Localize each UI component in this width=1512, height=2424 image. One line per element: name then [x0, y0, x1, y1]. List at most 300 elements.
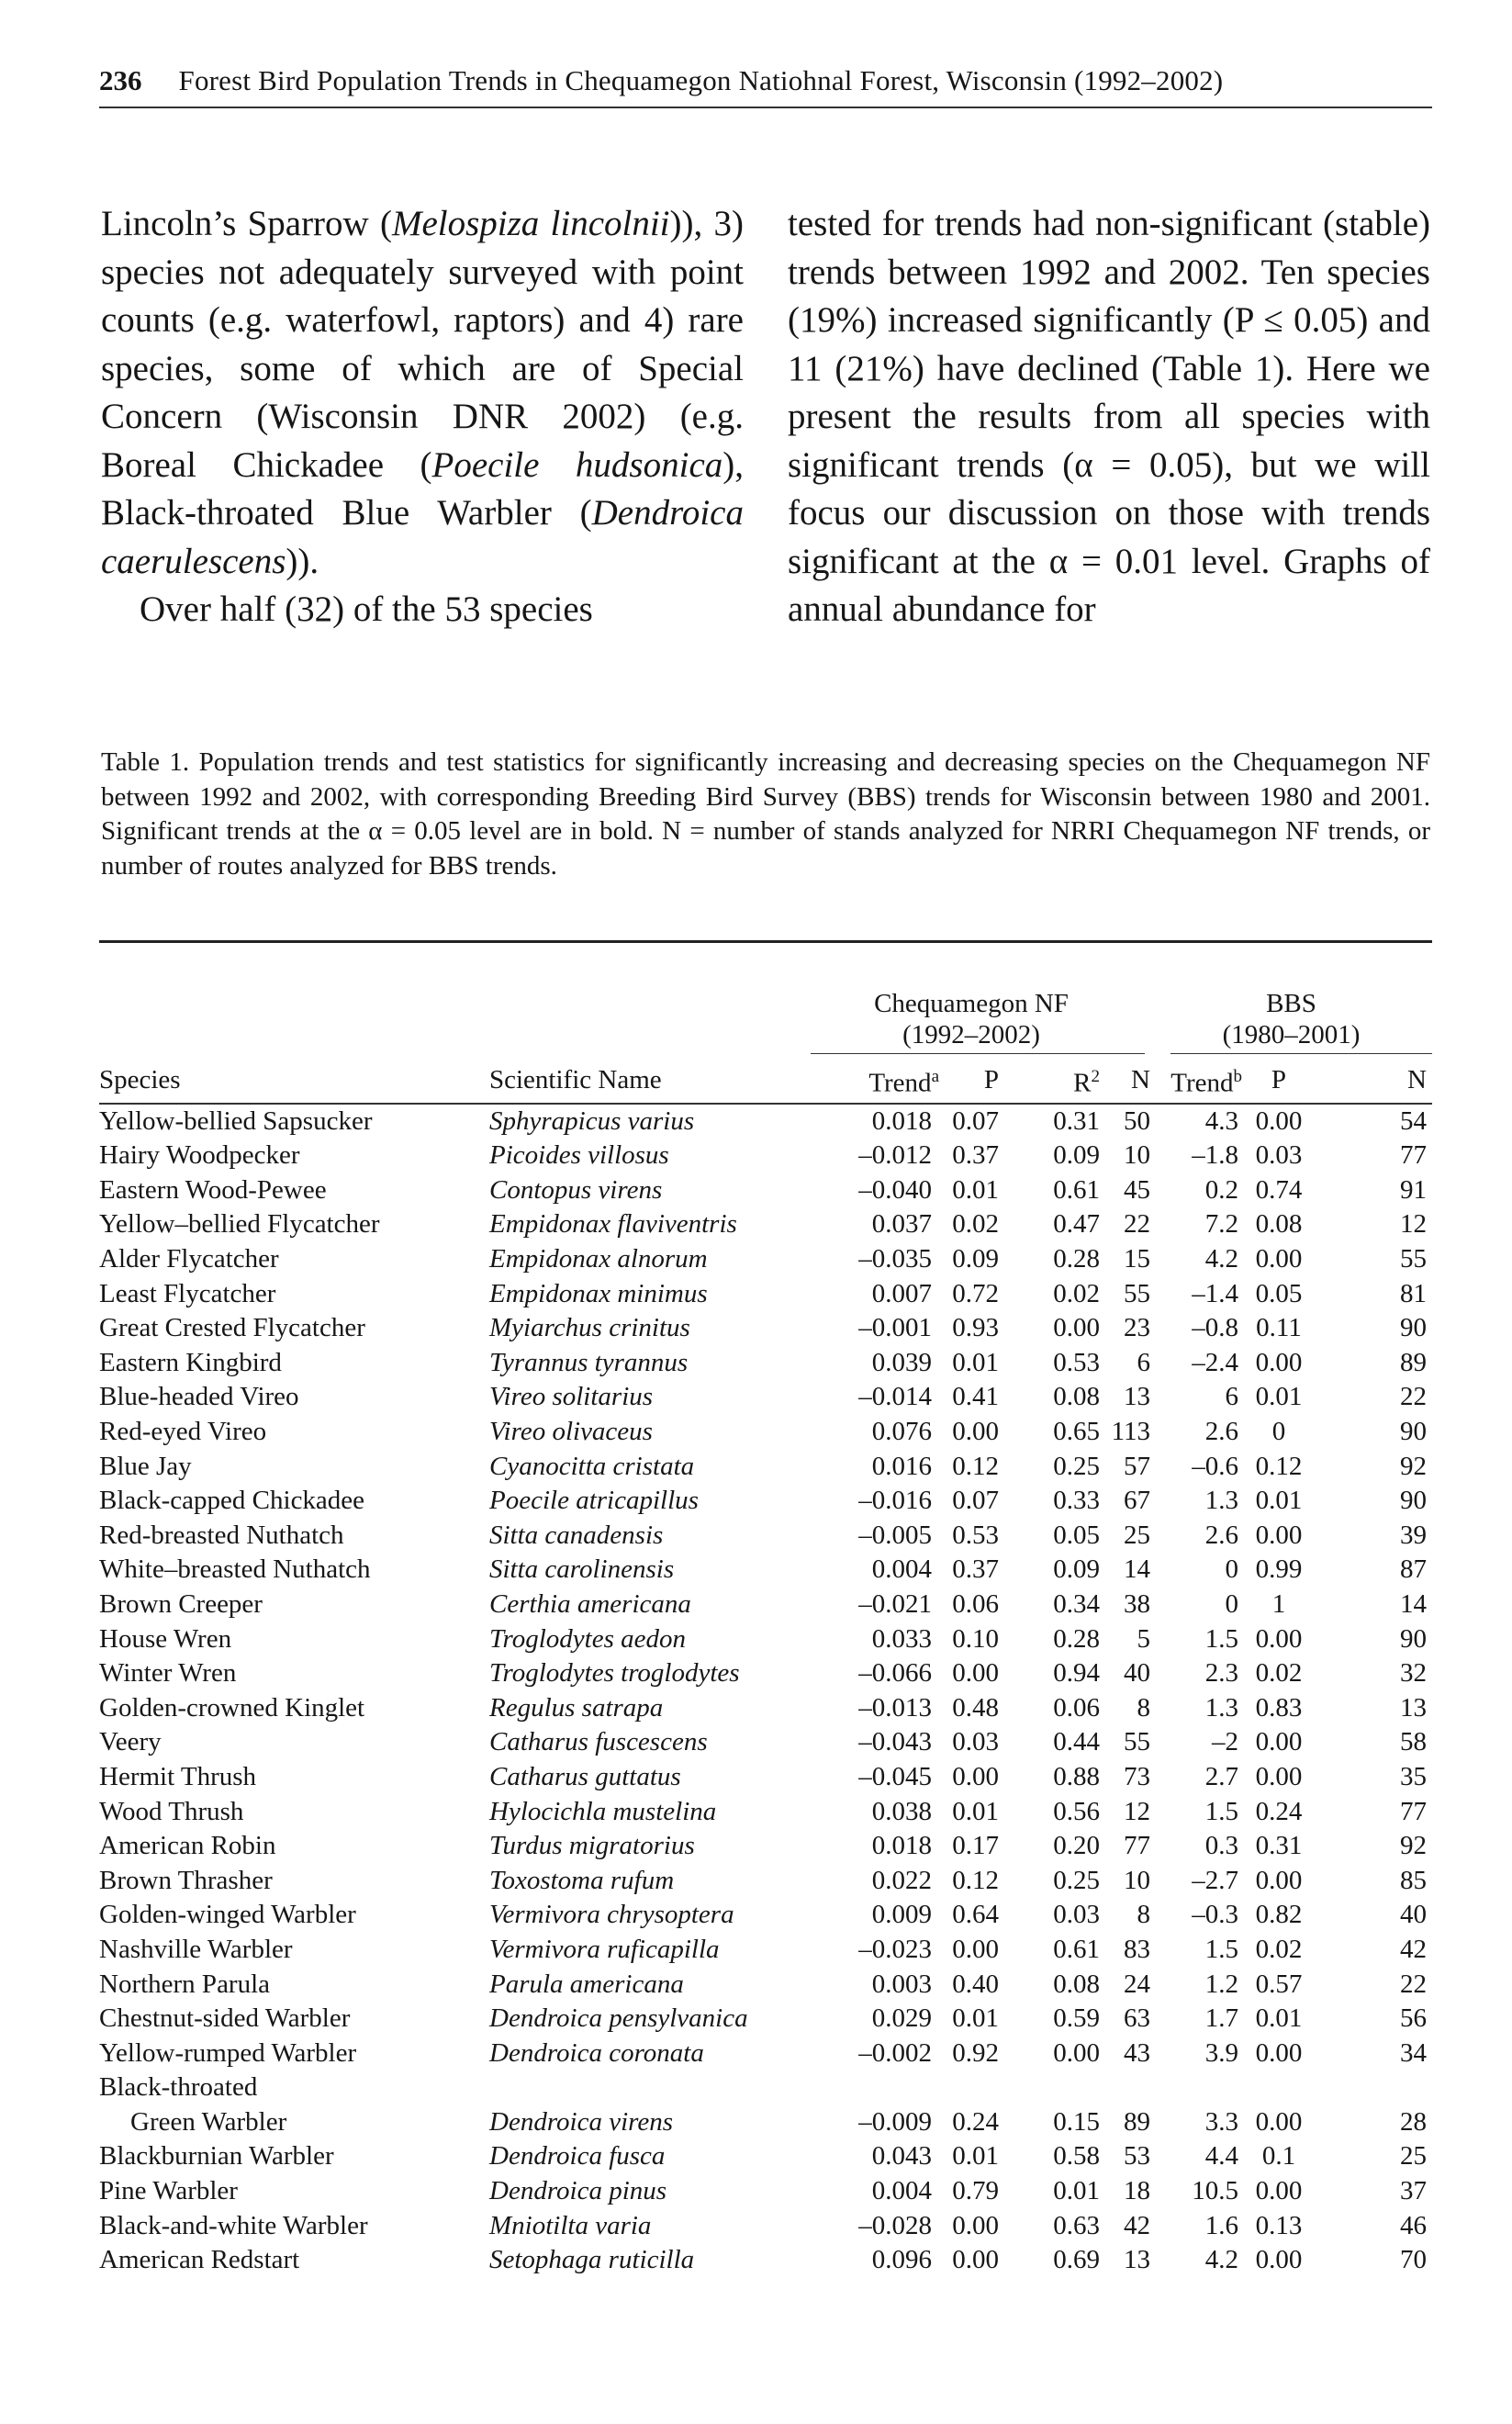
- table-row: [99, 1553, 1432, 1588]
- table-row: [99, 1139, 1432, 1173]
- bbs-n: 56: [1400, 2003, 1427, 2034]
- bbs-p: 0.00: [1255, 1347, 1303, 1377]
- chequamegon-trend: 0.022: [871, 1865, 932, 1895]
- bbs-n: 40: [1400, 1900, 1427, 1930]
- table-row: [99, 1415, 1432, 1450]
- chequamegon-r2: 0.94: [1053, 1658, 1100, 1689]
- species-name: Alder Flycatcher: [99, 1244, 279, 1274]
- chequamegon-trend: 0.004: [871, 2176, 932, 2206]
- bbs-p: 0.00: [1255, 2106, 1303, 2137]
- species-name: Hairy Woodpecker: [99, 1140, 300, 1171]
- species-name: Blue-headed Vireo: [99, 1382, 299, 1412]
- body-text: )).: [286, 541, 319, 581]
- chequamegon-r2: 0.25: [1053, 1451, 1100, 1481]
- chequamegon-r2: 0.20: [1053, 1831, 1100, 1861]
- group-header-chequamegon: Chequamegon NF (1992–2002): [874, 989, 1069, 1049]
- bbs-trend: 4.2: [1204, 2245, 1238, 2275]
- chequamegon-r2: 0.15: [1053, 2106, 1100, 2137]
- chequamegon-p: 0.01: [952, 2003, 999, 2034]
- species-name: Least Flycatcher: [99, 1278, 276, 1308]
- table-row: [99, 1173, 1432, 1208]
- table-row: [99, 1691, 1432, 1726]
- scientific-name: Poecile atricapillus: [489, 1486, 699, 1516]
- col-header-trend: Trend$^a$: [792, 1056, 939, 1104]
- table-row: [99, 1207, 1432, 1242]
- bbs-n: 91: [1400, 1174, 1427, 1205]
- chequamegon-r2: 0.63: [1053, 2210, 1100, 2240]
- chequamegon-n: 15: [1124, 1244, 1150, 1274]
- bbs-trend: 4.4: [1204, 2141, 1238, 2172]
- table-row: [99, 1484, 1432, 1519]
- bbs-trend: –2.7: [1192, 1865, 1238, 1895]
- bbs-n: 90: [1400, 1623, 1427, 1654]
- chequamegon-r2: 0.33: [1053, 1486, 1100, 1516]
- chequamegon-n: 6: [1137, 1347, 1150, 1377]
- chequamegon-trend: –0.040: [858, 1174, 932, 1205]
- chequamegon-r2: 0.06: [1053, 1692, 1100, 1723]
- scientific-name: Picoides villosus: [489, 1140, 669, 1171]
- bbs-p: 0.08: [1255, 1209, 1303, 1240]
- chequamegon-trend: –0.001: [858, 1313, 932, 1343]
- body-column-right: [788, 200, 1430, 634]
- table-row: [99, 2174, 1432, 2209]
- chequamegon-r2: 0.25: [1053, 1865, 1100, 1895]
- chequamegon-trend: –0.043: [858, 1727, 932, 1757]
- chequamegon-n: 43: [1124, 2037, 1150, 2068]
- chequamegon-n: 77: [1124, 1831, 1150, 1861]
- chequamegon-n: 10: [1124, 1865, 1150, 1895]
- bbs-n: 58: [1400, 1727, 1427, 1757]
- bbs-p: 0.00: [1255, 2245, 1303, 2275]
- chequamegon-trend: 0.076: [871, 1417, 932, 1446]
- col-header-n: N: [1100, 1056, 1150, 1104]
- chequamegon-p: 0.01: [952, 1174, 999, 1205]
- chequamegon-trend: 0.016: [871, 1451, 932, 1481]
- chequamegon-r2: 0.47: [1053, 1209, 1100, 1240]
- species-name: American Robin: [99, 1831, 276, 1861]
- chequamegon-r2: 0.02: [1053, 1278, 1100, 1308]
- table-body: [99, 1104, 1432, 2278]
- body-text: Lincoln’s Sparrow (: [101, 204, 392, 243]
- bbs-p: 0.01: [1255, 2003, 1303, 2034]
- chequamegon-p: 0.48: [952, 1692, 999, 1723]
- chequamegon-p: 0.00: [952, 1658, 999, 1689]
- chequamegon-p: 0.01: [952, 1796, 999, 1826]
- table-row: [99, 2139, 1432, 2174]
- bbs-p: 0: [1271, 1417, 1286, 1446]
- chequamegon-n: 89: [1124, 2106, 1150, 2137]
- col-header-r2: $R^2$: [999, 1056, 1100, 1104]
- species-name: Red-breasted Nuthatch: [99, 1520, 344, 1550]
- body-column-left: [101, 200, 744, 634]
- bbs-trend: 2.6: [1204, 1417, 1238, 1446]
- bbs-n: 92: [1400, 1451, 1427, 1481]
- bbs-trend: 1.3: [1204, 1486, 1238, 1516]
- bbs-n: 42: [1400, 1934, 1427, 1964]
- bbs-trend: 1.5: [1204, 1934, 1238, 1964]
- table-row: [99, 1933, 1432, 1968]
- body-text: ), Black-throated Blue Warbler (: [101, 444, 745, 533]
- bbs-p: 0.00: [1255, 1105, 1303, 1136]
- bbs-n: 90: [1400, 1417, 1427, 1446]
- scientific-name: Dendroica caerulescens: [101, 493, 744, 581]
- species-name: White–breasted Nuthatch: [99, 1554, 371, 1585]
- chequamegon-trend: –0.009: [858, 2106, 932, 2137]
- table-row: [99, 2105, 1432, 2140]
- scientific-name: Vireo solitarius: [489, 1382, 654, 1412]
- chequamegon-trend: –0.016: [858, 1486, 932, 1516]
- bbs-trend: –2.4: [1192, 1347, 1238, 1377]
- chequamegon-p: 0.00: [952, 1417, 999, 1446]
- chequamegon-r2: 0.08: [1053, 1382, 1100, 1412]
- table-row: [99, 2070, 1432, 2105]
- bbs-n: 81: [1400, 1278, 1427, 1308]
- scientific-name: Catharus fuscescens: [489, 1727, 708, 1757]
- species-name: Wood Thrush: [99, 1796, 244, 1826]
- chequamegon-r2: 0.69: [1053, 2245, 1100, 2275]
- table-top-rule: [99, 940, 1432, 943]
- chequamegon-r2: 0.09: [1053, 1554, 1100, 1585]
- chequamegon-p: 0.93: [952, 1313, 999, 1343]
- chequamegon-trend: –0.005: [858, 1520, 932, 1550]
- species-name: Black-capped Chickadee: [99, 1486, 365, 1516]
- bbs-n: 46: [1400, 2210, 1427, 2240]
- table-row: [99, 1795, 1432, 1830]
- chequamegon-trend: –0.021: [858, 1588, 932, 1619]
- page-number: 236: [99, 64, 142, 96]
- scientific-name: Sphyrapicus varius: [489, 1105, 695, 1136]
- species-name: Yellow-bellied Sapsucker: [99, 1105, 373, 1136]
- chequamegon-n: 67: [1124, 1486, 1150, 1516]
- chequamegon-trend: –0.066: [858, 1658, 932, 1689]
- chequamegon-p: 0.92: [952, 2037, 999, 2068]
- table-row: [99, 1898, 1432, 1933]
- chequamegon-trend: 0.018: [871, 1105, 932, 1136]
- chequamegon-p: 0.00: [952, 1934, 999, 1964]
- scientific-name: Vireo olivaceus: [489, 1417, 653, 1446]
- bbs-p: 0.1: [1261, 2141, 1296, 2172]
- bbs-trend: –0.8: [1192, 1313, 1238, 1343]
- bbs-n: 25: [1400, 2141, 1427, 2172]
- bbs-trend: 1.2: [1204, 1969, 1238, 1999]
- table-row: [99, 1725, 1432, 1760]
- bbs-n: 12: [1400, 1209, 1427, 1240]
- scientific-name: Empidonax alnorum: [489, 1244, 708, 1274]
- bbs-trend: 0: [1225, 1588, 1238, 1619]
- chequamegon-n: 14: [1124, 1554, 1150, 1585]
- species-name: Golden-winged Warbler: [99, 1900, 356, 1930]
- species-name: American Redstart: [99, 2245, 300, 2275]
- group-header-bbs: BBS (1980–2001): [1222, 989, 1361, 1049]
- species-name: Brown Creeper: [99, 1588, 263, 1619]
- bbs-n: 14: [1400, 1588, 1427, 1619]
- chequamegon-p: 0.40: [952, 1969, 999, 1999]
- body-text: )), 3) species not adequately surveyed with point counts (e.g. waterfowl, raptors) and 4) rare species, some of which are of Special Concern (Wisconsin DNR 2002) (e.g. Boreal Chickadee (: [101, 204, 744, 485]
- bbs-p: 0.12: [1255, 1451, 1303, 1481]
- body-paragraph: tested for trends had non-significant (stable) trends between 1992 and 2002. Ten species (19%) increased significantly (P ≤ 0.05) and 11 (21%) have declined (Table 1). Here we present the results from all species with significant trends (α = 0.05), but we will focus our discussion on those with trends significant at the α = 0.01 level. Graphs of annual abundance for: [788, 204, 1430, 629]
- chequamegon-r2: 0.58: [1053, 2141, 1100, 2172]
- table-row: [99, 1864, 1432, 1899]
- bbs-n: 37: [1400, 2176, 1427, 2206]
- body-paragraph: Over half (32) of the 53 species: [140, 589, 593, 629]
- chequamegon-n: 25: [1124, 1520, 1150, 1550]
- scientific-name: Dendroica coronata: [489, 2037, 704, 2068]
- chequamegon-p: 0.41: [952, 1382, 999, 1412]
- chequamegon-trend: 0.009: [871, 1900, 932, 1930]
- table-row: [99, 1656, 1432, 1691]
- chequamegon-n: 55: [1124, 1727, 1150, 1757]
- bbs-p: 0.24: [1255, 1796, 1303, 1826]
- col-header-bbs-n: N: [1316, 1056, 1432, 1104]
- col-header-bbs-p: P: [1242, 1056, 1316, 1104]
- bbs-trend: –2: [1212, 1727, 1238, 1757]
- chequamegon-p: 0.24: [952, 2106, 999, 2137]
- running-title: Forest Bird Population Trends in Chequamegon Natiohnal Forest, Wisconsin (1992–2002): [178, 64, 1224, 96]
- chequamegon-p: 0.12: [952, 1451, 999, 1481]
- chequamegon-n: 22: [1124, 1209, 1150, 1240]
- scientific-name: Tyrannus tyrannus: [489, 1347, 689, 1377]
- bbs-n: 13: [1400, 1692, 1427, 1723]
- chequamegon-p: 0.00: [952, 1761, 999, 1791]
- species-name: Brown Thrasher: [99, 1865, 273, 1895]
- table-row: [99, 1588, 1432, 1622]
- chequamegon-trend: 0.004: [871, 1554, 932, 1585]
- chequamegon-p: 0.53: [952, 1520, 999, 1550]
- bbs-trend: 10.5: [1192, 2176, 1238, 2206]
- species-name: Black-throated: [99, 2072, 258, 2103]
- bbs-n: 87: [1400, 1554, 1427, 1585]
- species-name: Nashville Warbler: [99, 1934, 293, 1964]
- bbs-p: 0.13: [1255, 2210, 1303, 2240]
- chequamegon-r2: 0.28: [1053, 1623, 1100, 1654]
- chequamegon-r2: 0.05: [1053, 1520, 1100, 1550]
- chequamegon-n: 113: [1111, 1417, 1150, 1446]
- chequamegon-p: 0.37: [952, 1140, 999, 1171]
- table-row: [99, 1968, 1432, 2003]
- species-name: Golden-crowned Kinglet: [99, 1692, 365, 1723]
- bbs-n: 77: [1400, 1140, 1427, 1171]
- bbs-p: 0.82: [1255, 1900, 1303, 1930]
- bbs-p: 0.74: [1255, 1174, 1303, 1205]
- bbs-trend: 1.3: [1204, 1692, 1238, 1723]
- chequamegon-p: 0.72: [952, 1278, 999, 1308]
- chequamegon-r2: 0.31: [1053, 1105, 1100, 1136]
- table-row: [99, 1380, 1432, 1415]
- scientific-name: Regulus satrapa: [489, 1692, 664, 1723]
- chequamegon-trend: 0.096: [871, 2245, 932, 2275]
- bbs-trend: 0.3: [1204, 1831, 1238, 1861]
- scientific-name: Cyanocitta cristata: [489, 1451, 695, 1481]
- chequamegon-r2: 0.53: [1053, 1347, 1100, 1377]
- species-name: Pine Warbler: [99, 2176, 238, 2206]
- chequamegon-r2: 0.00: [1053, 2037, 1100, 2068]
- bbs-n: 89: [1400, 1347, 1427, 1377]
- scientific-name: Hylocichla mustelina: [489, 1796, 717, 1826]
- chequamegon-n: 73: [1124, 1761, 1150, 1791]
- table-row: [99, 2037, 1432, 2071]
- bbs-p: 0.57: [1255, 1969, 1303, 1999]
- bbs-p: 0.00: [1255, 1865, 1303, 1895]
- table-row: [99, 2002, 1432, 2037]
- chequamegon-trend: 0.037: [871, 1209, 932, 1240]
- chequamegon-r2: 0.88: [1053, 1761, 1100, 1791]
- chequamegon-p: 0.64: [952, 1900, 999, 1930]
- chequamegon-p: 0.79: [952, 2176, 999, 2206]
- chequamegon-p: 0.00: [952, 2245, 999, 2275]
- chequamegon-trend: 0.029: [871, 2003, 932, 2034]
- bbs-n: 39: [1400, 1520, 1427, 1550]
- scientific-name: Poecile hudsonica: [431, 444, 723, 485]
- chequamegon-trend: –0.013: [858, 1692, 932, 1723]
- bbs-n: 35: [1400, 1761, 1427, 1791]
- chequamegon-r2: 0.09: [1053, 1140, 1100, 1171]
- bbs-trend: 2.7: [1204, 1761, 1238, 1791]
- scientific-name: Troglodytes aedon: [489, 1623, 687, 1654]
- bbs-n: 70: [1400, 2245, 1427, 2275]
- scientific-name: Melospiza lincolnii: [391, 204, 670, 243]
- chequamegon-p: 0.02: [952, 1209, 999, 1240]
- scientific-name: Vermivora ruficapilla: [489, 1934, 720, 1964]
- chequamegon-trend: 0.039: [871, 1347, 932, 1377]
- bbs-p: 0.05: [1255, 1278, 1303, 1308]
- bbs-p: 0.00: [1255, 1761, 1303, 1791]
- bbs-trend: 1.5: [1204, 1796, 1238, 1826]
- scientific-name: Troglodytes troglodytes: [489, 1658, 740, 1689]
- chequamegon-p: 0.07: [952, 1105, 999, 1136]
- bbs-n: 22: [1400, 1969, 1427, 1999]
- bbs-n: 90: [1400, 1486, 1427, 1516]
- chequamegon-n: 8: [1137, 1692, 1150, 1723]
- table-row: [99, 1519, 1432, 1554]
- table-row: [99, 1622, 1432, 1657]
- chequamegon-p: 0.01: [952, 1347, 999, 1377]
- species-name: Hermit Thrush: [99, 1761, 257, 1791]
- bbs-n: 34: [1400, 2037, 1427, 2068]
- table-row: [99, 1829, 1432, 1864]
- species-name: Winter Wren: [99, 1658, 237, 1689]
- bbs-p: 0.02: [1255, 1934, 1303, 1964]
- bbs-p: 0.00: [1255, 1727, 1303, 1757]
- bbs-n: 22: [1400, 1382, 1427, 1412]
- chequamegon-trend: 0.007: [871, 1278, 932, 1308]
- scientific-name: Myiarchus crinitus: [489, 1313, 690, 1343]
- chequamegon-p: 0.10: [952, 1623, 999, 1654]
- chequamegon-r2: 0.44: [1053, 1727, 1100, 1757]
- bbs-trend: 4.3: [1204, 1105, 1238, 1136]
- chequamegon-n: 63: [1124, 2003, 1150, 2034]
- bbs-trend: 1.7: [1204, 2003, 1238, 2034]
- chequamegon-r2: 0.08: [1053, 1969, 1100, 1999]
- chequamegon-trend: 0.038: [871, 1796, 932, 1826]
- species-name: Eastern Wood-Pewee: [99, 1174, 327, 1205]
- scientific-name: Mniotilta varia: [489, 2210, 652, 2240]
- table-row: [99, 1450, 1432, 1485]
- bbs-trend: –1.8: [1192, 1140, 1238, 1171]
- species-name: Great Crested Flycatcher: [99, 1313, 365, 1343]
- scientific-name: Dendroica virens: [489, 2106, 673, 2137]
- table-row: [99, 1760, 1432, 1795]
- scientific-name: Empidonax flaviventris: [489, 1209, 737, 1240]
- chequamegon-n: 23: [1124, 1313, 1150, 1343]
- chequamegon-r2: 0.65: [1053, 1417, 1100, 1446]
- bbs-p: 0.00: [1255, 1520, 1303, 1550]
- bbs-trend: 1.6: [1204, 2210, 1238, 2240]
- bbs-trend: –0.3: [1192, 1900, 1238, 1930]
- bbs-p: 0.00: [1255, 1244, 1303, 1274]
- chequamegon-r2: 0.28: [1053, 1244, 1100, 1274]
- chequamegon-p: 0.01: [952, 2141, 999, 2172]
- bbs-n: 54: [1400, 1105, 1427, 1136]
- bbs-trend: 0: [1225, 1554, 1238, 1585]
- species-name: Chestnut-sided Warbler: [99, 2003, 351, 2034]
- chequamegon-n: 38: [1124, 1588, 1150, 1619]
- bbs-trend: 3.9: [1204, 2037, 1238, 2068]
- trend-table: [99, 988, 1432, 2278]
- chequamegon-n: 13: [1124, 1382, 1150, 1412]
- bbs-p: 0.03: [1255, 1140, 1303, 1171]
- chequamegon-trend: –0.002: [858, 2037, 932, 2068]
- col-header-scientific-name: Scientific Name: [489, 1056, 792, 1104]
- chequamegon-p: 0.37: [952, 1554, 999, 1585]
- scientific-name: Vermivora chrysoptera: [489, 1900, 734, 1930]
- chequamegon-trend: –0.035: [858, 1244, 932, 1274]
- bbs-p: 0.01: [1255, 1382, 1303, 1412]
- scientific-name: Empidonax minimus: [489, 1278, 708, 1308]
- scientific-name: Dendroica pinus: [489, 2176, 667, 2206]
- chequamegon-p: 0.07: [952, 1486, 999, 1516]
- species-name: Yellow-rumped Warbler: [99, 2037, 357, 2068]
- bbs-trend: 0.2: [1204, 1174, 1238, 1205]
- bbs-trend: 1.5: [1204, 1623, 1238, 1654]
- table-row: [99, 1277, 1432, 1312]
- scientific-name: Turdus migratorius: [489, 1831, 695, 1861]
- scientific-name: Parula americana: [489, 1969, 684, 1999]
- chequamegon-n: 12: [1124, 1796, 1150, 1826]
- col-header-p: P: [939, 1056, 999, 1104]
- chequamegon-trend: 0.003: [871, 1969, 932, 1999]
- bbs-p: 0.83: [1255, 1692, 1303, 1723]
- bbs-p: 0.11: [1256, 1313, 1302, 1343]
- chequamegon-p: 0.12: [952, 1865, 999, 1895]
- species-name: Veery: [99, 1727, 162, 1757]
- chequamegon-p: 0.03: [952, 1727, 999, 1757]
- bbs-n: 92: [1400, 1831, 1427, 1861]
- bbs-p: 0.31: [1255, 1831, 1303, 1861]
- bbs-n: 77: [1400, 1796, 1427, 1826]
- scientific-name: Certhia americana: [489, 1588, 691, 1619]
- scientific-name: Catharus guttatus: [489, 1761, 681, 1791]
- chequamegon-r2: 0.59: [1053, 2003, 1100, 2034]
- chequamegon-trend: –0.045: [858, 1761, 932, 1791]
- chequamegon-n: 5: [1137, 1623, 1150, 1654]
- chequamegon-n: 55: [1124, 1278, 1150, 1308]
- chequamegon-n: 13: [1124, 2245, 1150, 2275]
- chequamegon-trend: –0.014: [858, 1382, 932, 1412]
- chequamegon-trend: –0.012: [858, 1140, 932, 1171]
- chequamegon-p: 0.09: [952, 1244, 999, 1274]
- chequamegon-r2: 0.01: [1053, 2176, 1100, 2206]
- chequamegon-p: 0.06: [952, 1588, 999, 1619]
- chequamegon-r2: 0.56: [1053, 1796, 1100, 1826]
- chequamegon-r2: 0.34: [1053, 1588, 1100, 1619]
- chequamegon-n: 42: [1124, 2210, 1150, 2240]
- bbs-p: 0.99: [1255, 1554, 1303, 1585]
- species-name: Black-and-white Warbler: [99, 2210, 368, 2240]
- bbs-p: 0.00: [1255, 2176, 1303, 2206]
- chequamegon-p: 0.00: [952, 2210, 999, 2240]
- table-row: [99, 1346, 1432, 1381]
- chequamegon-r2: 0.03: [1053, 1900, 1100, 1930]
